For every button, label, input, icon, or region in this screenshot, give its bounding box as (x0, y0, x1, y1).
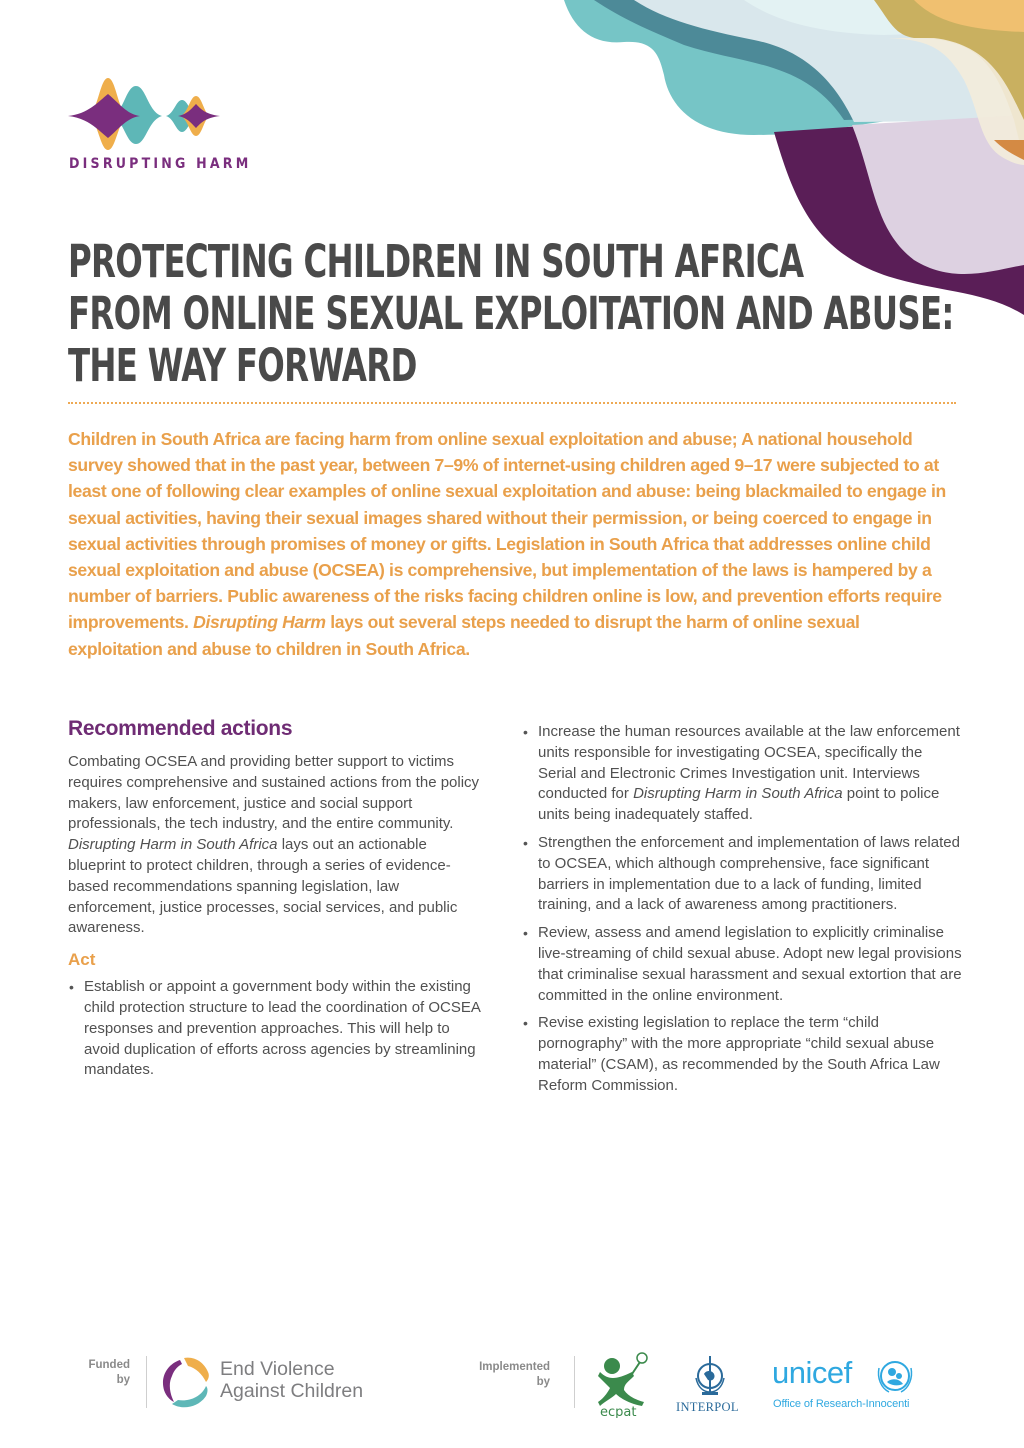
end-violence-circle-icon (158, 1354, 212, 1410)
unicef-globe-icon (875, 1358, 915, 1394)
divider-line (146, 1356, 147, 1408)
disrupting-harm-logo (68, 72, 252, 172)
bullet-text: Establish or appoint a government body within the existing child protection structure to lead the coordination of OCSEA responses and prevention approaches. This will help to avoid duplication of efforts across agencies by streamlining mandates. (84, 978, 481, 1079)
logo-text: DISRUPTING HARM (69, 156, 252, 172)
right-column (522, 722, 962, 1104)
intro-summary (68, 426, 956, 662)
left-column (68, 716, 486, 1088)
unicef-subtitle: Office of Research-Innocenti (773, 1398, 910, 1410)
bullet-icon: • (523, 834, 528, 851)
funder-name-line: Against Children (220, 1380, 364, 1402)
implemented-label-line: Implemented (479, 1361, 550, 1373)
body-text: Combating OCSEA and providing better support to victims requires comprehensive and sustained actions from the policy makers, law enforcement, justice and social support professionals, the tech industry, and the entire community. (68, 753, 480, 833)
bullet-text: Review, assess and amend legislation to explicitly criminalise live-streaming of child sexual abuse. Adopt new legal provisions that criminalise sexual harassment and sexual extortion that are committed in the online environment. (538, 924, 962, 1004)
ecpat-text: ecpat (600, 1405, 637, 1418)
funded-label-line: Funded (88, 1359, 130, 1371)
title-line: PROTECTING CHILDREN IN SOUTH AFRICA (68, 235, 804, 288)
act-heading: Act (68, 950, 96, 970)
list-item (522, 833, 962, 916)
recommended-actions-body (68, 752, 486, 939)
bullet-icon: • (523, 1015, 528, 1032)
implemented-by-label (440, 1360, 550, 1390)
list-item (522, 722, 962, 826)
ecpat-logo (594, 1350, 654, 1423)
body-text: lays out an actionable blueprint to protect children, through a series of evidence-based recommendations spanning legislation, law enforcement, justice processes, social services, and public awareness. (68, 836, 458, 937)
bullet-text: Strengthen the enforcement and implementation of laws related to OCSEA, which although comprehensive, face significant barriers in implementation due to a lack of funding, limited training, and a lack of awareness among practitioners. (538, 833, 960, 914)
bullet-icon: • (523, 724, 528, 740)
intro-text: Children in South Africa are facing harm from online sexual exploitation and abuse; A national household survey showed that in the past year, between 7–9% of internet-using children aged 9–17 were subjected to at least one of following clear examples of online sexual exploitation and abuse: being blackmailed to engage in sexual activities, having their sexual images shared without their permission, or being coerced to engage in sexual activities through promises of money or gifts. Legislation in South Africa that addresses online child sexual exploitation and abuse (OCSEA) is comprehensive, but implementation of the laws is hampered by a number of barriers. Public awareness of the risks facing children online is low, and prevention efforts require improvements. (68, 429, 946, 633)
intro-text: lays out several steps needed to disrupt the harm of online sexual exploitation and abuse to children in South Africa. (68, 612, 860, 659)
bullet-text: Revise existing legislation to replace the term “child pornography” with the more appropriate “child sexual abuse material” (CSAM), as recommended by the South Africa Law Reform Commission. (538, 1014, 940, 1094)
interpol-emblem-icon (690, 1354, 730, 1398)
dotted-divider (68, 402, 956, 404)
ecpat-figure-icon (594, 1350, 654, 1418)
interpol-text: INTERPOL (676, 1400, 739, 1414)
list-item (68, 977, 486, 1081)
funded-label-line: by (116, 1374, 130, 1386)
funded-by-label (80, 1358, 130, 1388)
title-line: THE WAY FORWARD (68, 339, 417, 392)
bullet-text: point to police units being inadequately staffed. (538, 785, 940, 824)
list-item (522, 923, 962, 1006)
act-bullet-list (68, 977, 486, 1081)
unicef-wordmark: unicef (772, 1355, 852, 1390)
act-bullet-list-continued (522, 722, 962, 1097)
disrupting-harm-waveform-icon (68, 72, 228, 152)
list-item (522, 1013, 962, 1096)
bullet-text: Increase the human resources available at the law enforcement units responsible for investigating OCSEA, specifically the Serial and Electronic Crimes Investigation unit. Interviews conducted for (538, 723, 960, 803)
recommended-actions-heading: Recommended actions (68, 717, 293, 740)
body-italic: Disrupting Harm in South Africa (68, 836, 278, 854)
divider-line (574, 1356, 575, 1408)
footer-partners (0, 1350, 1024, 1420)
page-title (68, 235, 954, 392)
bullet-italic: Disrupting Harm in South Africa (633, 785, 843, 803)
intro-italic: Disrupting Harm (193, 612, 326, 633)
bullet-icon: • (69, 979, 74, 996)
funder-name (220, 1358, 363, 1402)
funder-name-line: End Violence (220, 1358, 335, 1380)
implemented-label-line: by (536, 1376, 550, 1388)
title-line: FROM ONLINE SEXUAL EXPLOITATION AND ABUSE: (68, 287, 954, 340)
bullet-icon: • (523, 925, 528, 942)
